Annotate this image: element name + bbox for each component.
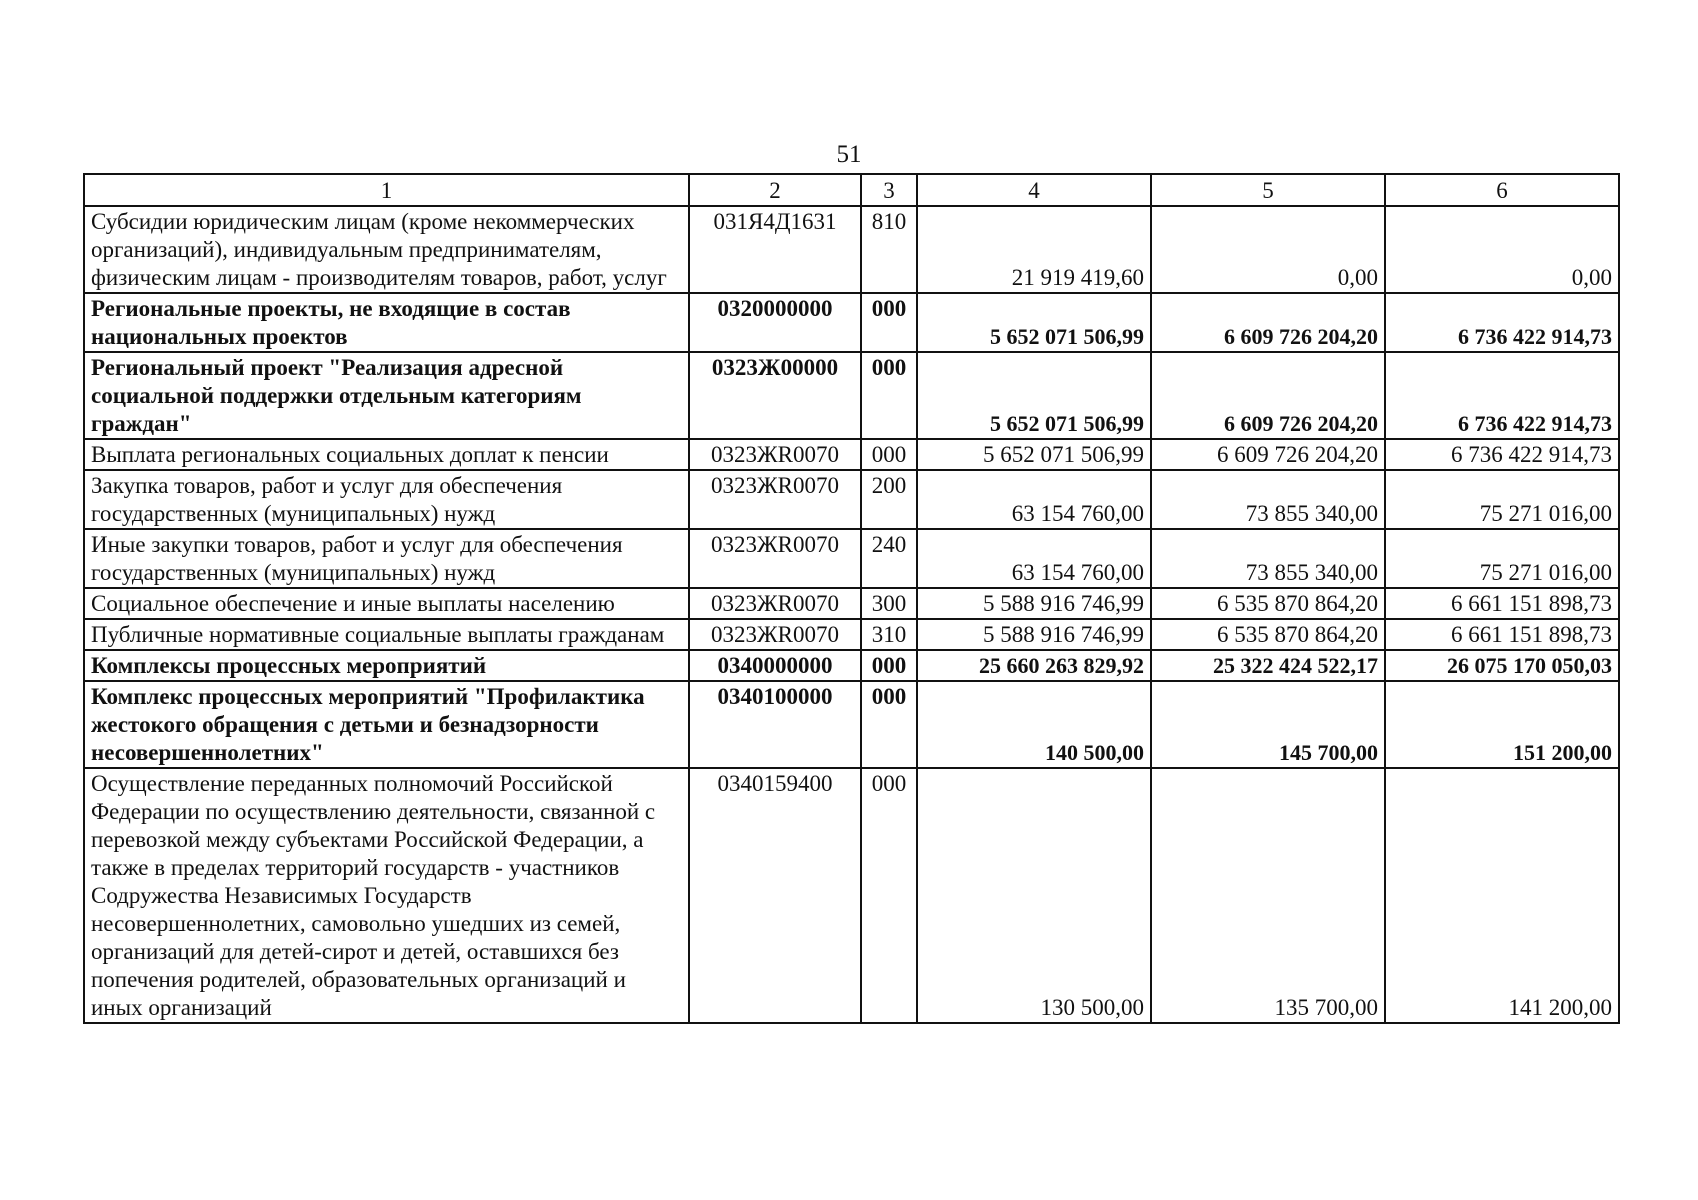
row-code-cell: 0340000000 <box>689 650 861 681</box>
row-value-col4-cell: 5 652 071 506,99 <box>917 293 1151 352</box>
row-name-cell: Субсидии юридическим лицам (кроме некоммерческих организаций), индивидуальным предпринимателям, физическим лицам - производителям товаров, работ, услуг <box>84 206 689 293</box>
row-value-col4-cell: 25 660 263 829,92 <box>917 650 1151 681</box>
row-value-col6-cell: 141 200,00 <box>1385 768 1619 1023</box>
row-value-col6-cell: 0,00 <box>1385 206 1619 293</box>
header-cell-4: 4 <box>917 174 1151 206</box>
table-row <box>84 439 1619 470</box>
row-expense-type-cell: 810 <box>861 206 917 293</box>
row-expense-type-cell: 000 <box>861 768 917 1023</box>
row-value-col4-cell: 130 500,00 <box>917 768 1151 1023</box>
row-value-col6-cell: 151 200,00 <box>1385 681 1619 768</box>
row-value-col5-cell: 73 855 340,00 <box>1151 470 1385 529</box>
row-value-col6-cell: 6 661 151 898,73 <box>1385 619 1619 650</box>
row-expense-type-cell: 300 <box>861 588 917 619</box>
header-cell-3: 3 <box>861 174 917 206</box>
table-row <box>84 650 1619 681</box>
row-value-col4-cell: 5 652 071 506,99 <box>917 352 1151 439</box>
row-code-cell: 031Я4Д1631 <box>689 206 861 293</box>
row-expense-type-cell: 000 <box>861 293 917 352</box>
row-name-cell: Региональные проекты, не входящие в состав национальных проектов <box>84 293 689 352</box>
row-code-cell: 0320000000 <box>689 293 861 352</box>
row-value-col5-cell: 145 700,00 <box>1151 681 1385 768</box>
row-value-col5-cell: 25 322 424 522,17 <box>1151 650 1385 681</box>
row-value-col4-cell: 63 154 760,00 <box>917 470 1151 529</box>
row-code-cell: 0340100000 <box>689 681 861 768</box>
row-code-cell: 0323ЖR0070 <box>689 619 861 650</box>
row-code-cell: 0323ЖR0070 <box>689 529 861 588</box>
row-name-cell: Закупка товаров, работ и услуг для обеспечения государственных (муниципальных) нужд <box>84 470 689 529</box>
table-row <box>84 352 1619 439</box>
row-value-col4-cell: 21 919 419,60 <box>917 206 1151 293</box>
row-expense-type-cell: 000 <box>861 681 917 768</box>
table-row <box>84 768 1619 1023</box>
row-value-col4-cell: 5 588 916 746,99 <box>917 588 1151 619</box>
row-expense-type-cell: 000 <box>861 352 917 439</box>
table-row <box>84 619 1619 650</box>
row-code-cell: 0323ЖR0070 <box>689 470 861 529</box>
table-row <box>84 206 1619 293</box>
row-name-cell: Выплата региональных социальных доплат к пенсии <box>84 439 689 470</box>
row-value-col6-cell: 75 271 016,00 <box>1385 529 1619 588</box>
page-number: 51 <box>836 141 862 168</box>
row-name-cell: Региональный проект "Реализация адресной социальной поддержки отдельным категориям граждан" <box>84 352 689 439</box>
table-row <box>84 588 1619 619</box>
row-code-cell: 0340159400 <box>689 768 861 1023</box>
table-row <box>84 529 1619 588</box>
table-row <box>84 470 1619 529</box>
row-value-col4-cell: 5 588 916 746,99 <box>917 619 1151 650</box>
row-expense-type-cell: 240 <box>861 529 917 588</box>
row-value-col4-cell: 63 154 760,00 <box>917 529 1151 588</box>
row-code-cell: 0323ЖR0070 <box>689 588 861 619</box>
row-value-col5-cell: 6 535 870 864,20 <box>1151 619 1385 650</box>
budget-table-body <box>84 174 1619 1023</box>
row-value-col6-cell: 6 736 422 914,73 <box>1385 293 1619 352</box>
row-name-cell: Комплексы процессных мероприятий <box>84 650 689 681</box>
table-row <box>84 293 1619 352</box>
row-value-col6-cell: 6 736 422 914,73 <box>1385 352 1619 439</box>
row-value-col5-cell: 6 535 870 864,20 <box>1151 588 1385 619</box>
row-value-col5-cell: 135 700,00 <box>1151 768 1385 1023</box>
header-cell-1: 1 <box>84 174 689 206</box>
row-code-cell: 0323ЖR0070 <box>689 439 861 470</box>
row-value-col6-cell: 26 075 170 050,03 <box>1385 650 1619 681</box>
row-expense-type-cell: 200 <box>861 470 917 529</box>
row-value-col5-cell: 6 609 726 204,20 <box>1151 352 1385 439</box>
row-value-col6-cell: 6 661 151 898,73 <box>1385 588 1619 619</box>
row-value-col5-cell: 6 609 726 204,20 <box>1151 439 1385 470</box>
row-expense-type-cell: 000 <box>861 439 917 470</box>
row-code-cell: 0323Ж00000 <box>689 352 861 439</box>
row-expense-type-cell: 310 <box>861 619 917 650</box>
row-name-cell: Комплекс процессных мероприятий "Профилактика жестокого обращения с детьми и безнадзорности несовершеннолетних" <box>84 681 689 768</box>
header-row <box>84 174 1619 206</box>
row-name-cell: Социальное обеспечение и иные выплаты населению <box>84 588 689 619</box>
row-value-col5-cell: 73 855 340,00 <box>1151 529 1385 588</box>
budget-table <box>83 173 1620 1024</box>
row-value-col6-cell: 75 271 016,00 <box>1385 470 1619 529</box>
row-value-col5-cell: 0,00 <box>1151 206 1385 293</box>
row-value-col4-cell: 140 500,00 <box>917 681 1151 768</box>
header-cell-6: 6 <box>1385 174 1619 206</box>
row-name-cell: Иные закупки товаров, работ и услуг для обеспечения государственных (муниципальных) нужд <box>84 529 689 588</box>
row-expense-type-cell: 000 <box>861 650 917 681</box>
row-value-col4-cell: 5 652 071 506,99 <box>917 439 1151 470</box>
row-name-cell: Осуществление переданных полномочий Российской Федерации по осуществлению деятельности, связанной с перевозкой между субъектами Российской Федерации, а также в пределах территорий государств - участников Содружества Независимых Государств несовершеннолетних, самовольно ушедших из семей, организаций для детей-сирот и детей, оставшихся без попечения родителей, образовательных организаций и иных организаций <box>84 768 689 1023</box>
row-value-col5-cell: 6 609 726 204,20 <box>1151 293 1385 352</box>
table-row <box>84 681 1619 768</box>
header-cell-5: 5 <box>1151 174 1385 206</box>
row-value-col6-cell: 6 736 422 914,73 <box>1385 439 1619 470</box>
header-cell-2: 2 <box>689 174 861 206</box>
row-name-cell: Публичные нормативные социальные выплаты гражданам <box>84 619 689 650</box>
